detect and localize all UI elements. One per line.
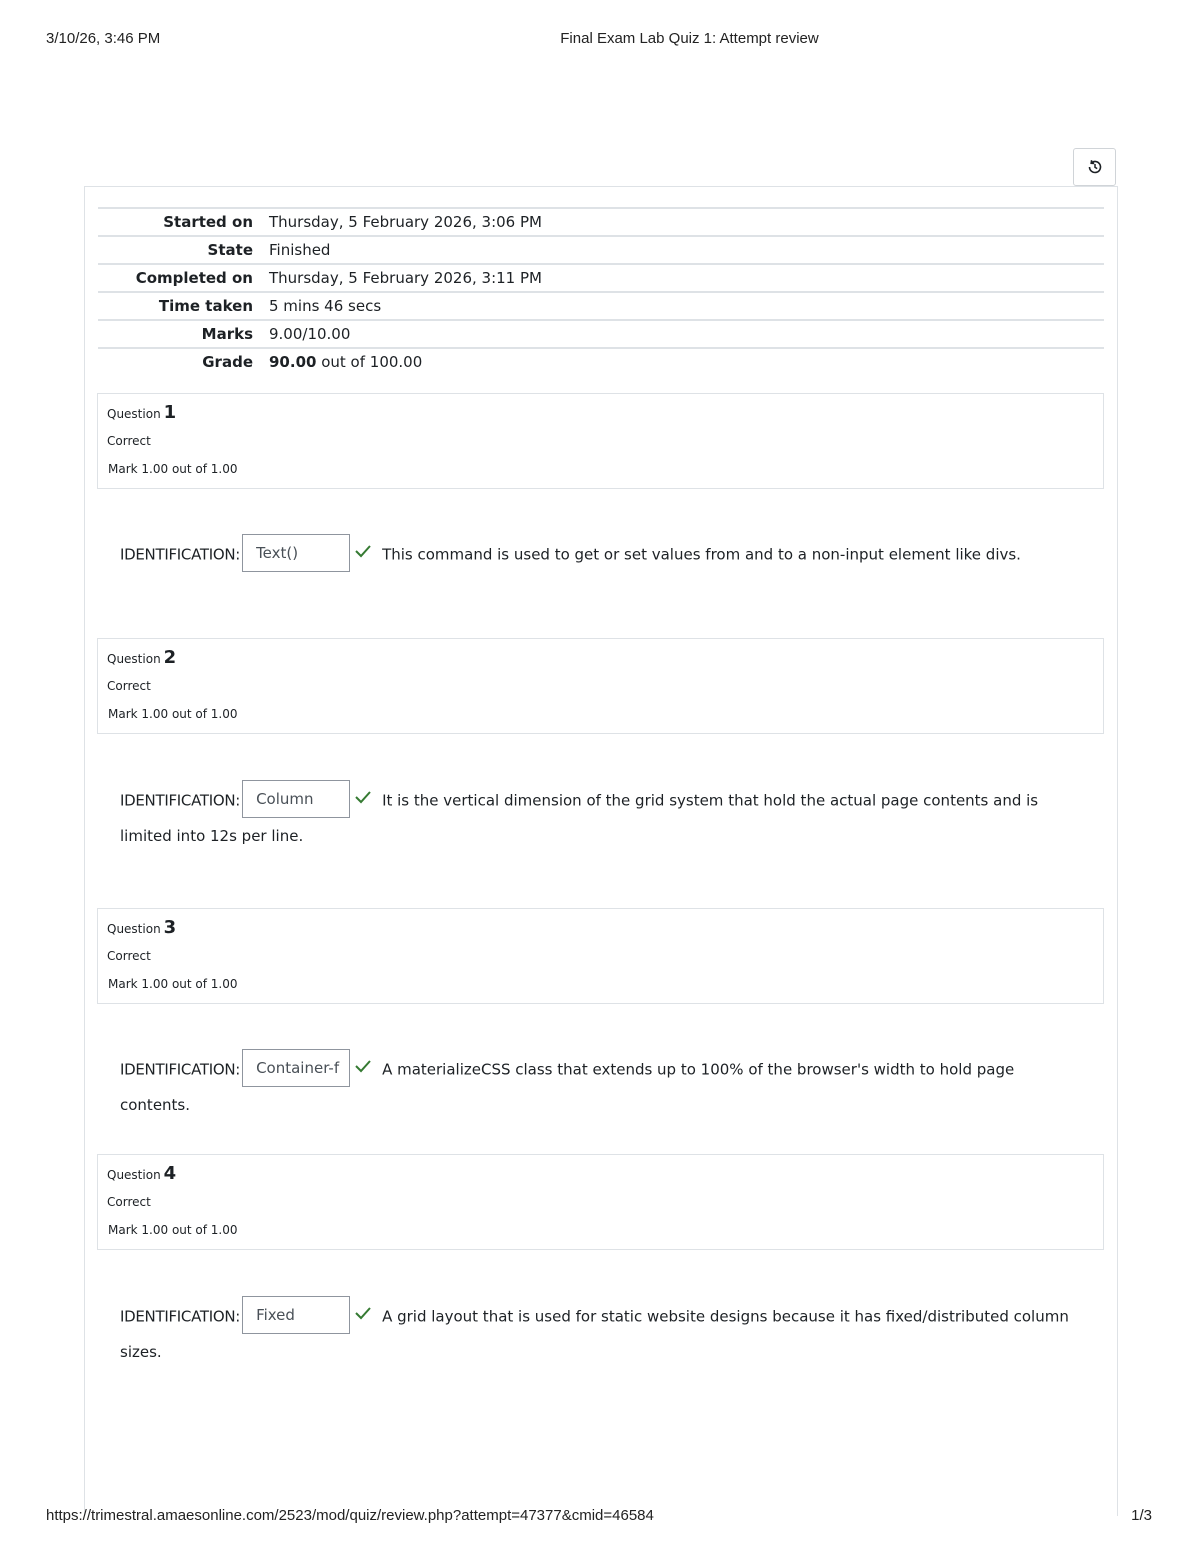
question-mark: Mark 1.00 out of 1.00 [108,977,238,991]
question-prefix: IDENTIFICATION: [120,1307,241,1326]
summary-label: Time taken [158,297,253,315]
summary-row-completed [98,264,1104,292]
print-url: https://trimestral.amaesonline.com/2523/mod/quiz/review.php?attempt=47377&cmid=46584 [46,1507,654,1524]
question-prefix: IDENTIFICATION: [120,545,241,564]
summary-value: Thursday, 5 February 2026, 3:11 PM [269,269,542,287]
question-text-1 [120,536,1080,574]
print-page-title: Final Exam Lab Quiz 1: Attempt review [560,30,819,47]
question-info-1 [97,393,1104,489]
summary-row-marks [98,320,1104,348]
correct-check-icon [354,1052,372,1084]
summary-value: Thursday, 5 February 2026, 3:06 PM [269,213,542,231]
summary-row-time-taken [98,292,1104,320]
grade-out-of: out of 100.00 [316,353,423,371]
history-button[interactable] [1073,148,1116,186]
grade-value: 90.00 [269,353,317,371]
summary-value [269,348,1104,375]
correct-check-icon [354,1299,372,1331]
correct-check-icon [354,537,372,569]
summary-label: Completed on [135,269,253,287]
print-datetime: 3/10/26, 3:46 PM [46,30,161,47]
question-body: A grid layout that is used for static website designs because it has fixed/distributed column sizes. [120,1307,1069,1361]
question-text-4 [120,1298,1080,1368]
summary-label: Grade [202,353,253,371]
question-mark: Mark 1.00 out of 1.00 [108,707,238,721]
question-body: It is the vertical dimension of the grid system that hold the actual page contents and is limited into 12s per line. [120,791,1039,845]
question-body: A materializeCSS class that extends up to 100% of the browser's width to hold page contents. [120,1060,1015,1114]
summary-value: 9.00/10.00 [269,325,351,343]
question-mark: Mark 1.00 out of 1.00 [108,1223,238,1237]
question-prefix: IDENTIFICATION: [120,1060,241,1079]
question-text-3 [120,1051,1080,1121]
summary-row-started [98,208,1104,236]
question-text-2 [120,782,1080,852]
question-info-4 [97,1154,1104,1250]
question-state: Correct [107,1195,151,1209]
print-page-number: 1/3 [1131,1507,1152,1524]
question-state: Correct [107,679,151,693]
history-icon [1086,158,1104,176]
answer-field[interactable]: Column [242,780,350,818]
summary-label: Marks [201,325,253,343]
summary-row-grade [98,348,1104,375]
answer-field[interactable]: Fixed [242,1296,350,1334]
summary-label: Started on [163,213,253,231]
question-state: Correct [107,949,151,963]
question-mark: Mark 1.00 out of 1.00 [108,462,238,476]
summary-row-state [98,236,1104,264]
question-number: Question 3 [107,917,177,938]
summary-value: Finished [269,241,331,259]
answer-field[interactable]: Text() [242,534,350,572]
answer-field[interactable]: Container-f [242,1049,350,1087]
question-info-2 [97,638,1104,734]
correct-check-icon [354,783,372,815]
question-prefix: IDENTIFICATION: [120,791,241,810]
summary-value: 5 mins 46 secs [269,297,382,315]
question-number: Question 4 [107,1163,177,1184]
question-info-3 [97,908,1104,1004]
question-number: Question 2 [107,647,177,668]
attempt-summary-table [98,207,1104,375]
question-body: This command is used to get or set values from and to a non-input element like divs. [382,545,1021,564]
question-state: Correct [107,434,151,448]
question-number: Question 1 [107,402,177,423]
summary-label: State [207,241,253,259]
